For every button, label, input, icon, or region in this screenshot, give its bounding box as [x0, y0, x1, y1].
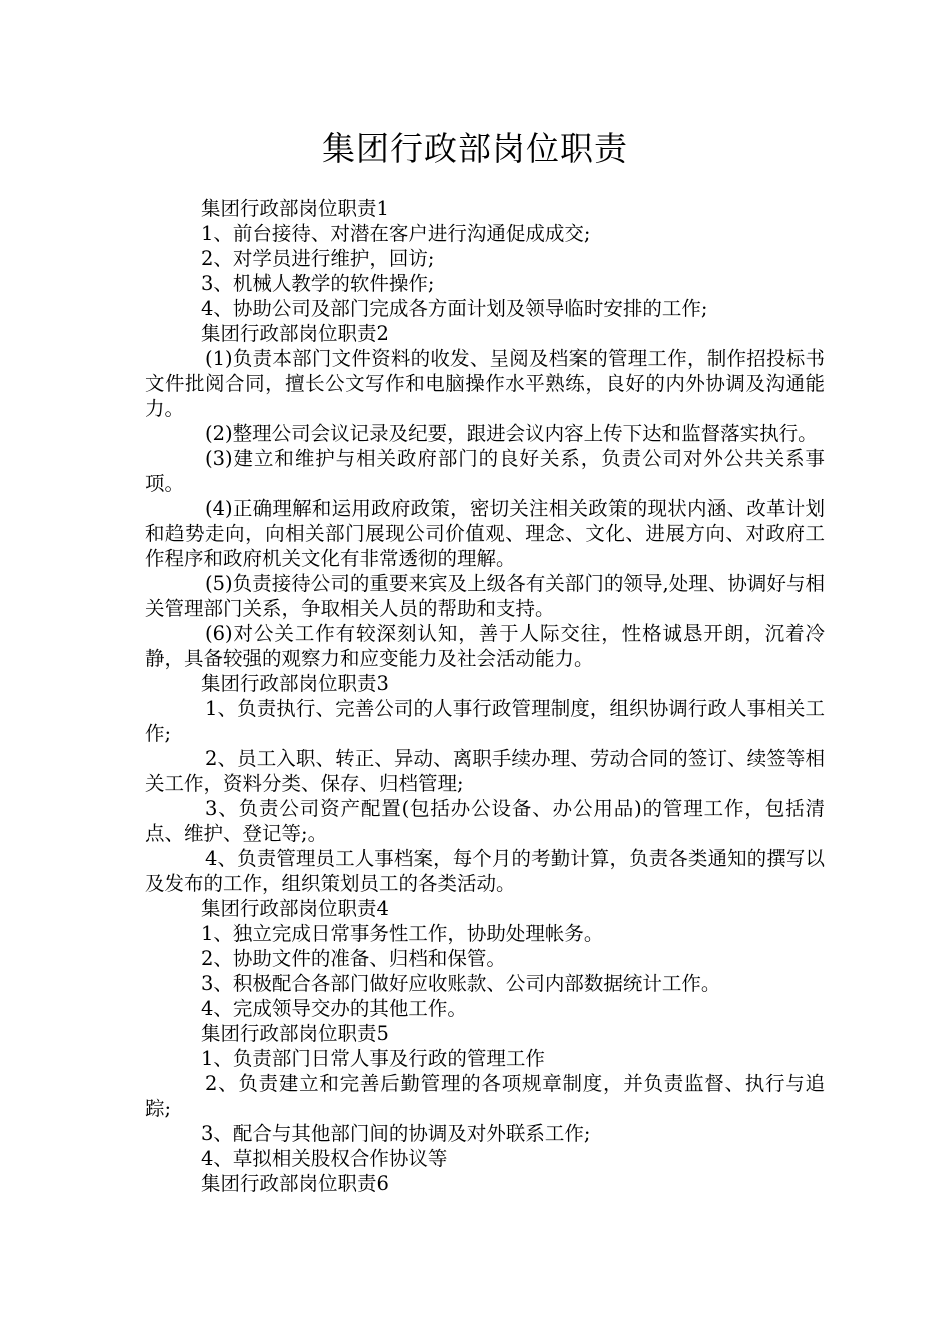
list-item: 2、对学员进行维护，回访;	[201, 247, 435, 270]
section-heading: 集团行政部岗位职责6	[201, 1172, 389, 1195]
list-item: 4、草拟相关股权合作协议等	[201, 1147, 448, 1170]
list-item: 2、负责建立和完善后勤管理的各项规章制度，并负责监督、执行与追踪;	[145, 1072, 825, 1120]
list-item: 2、协助文件的准备、归档和保管。	[201, 947, 506, 970]
list-item: 1、负责执行、完善公司的人事行政管理制度，组织协调行政人事相关工作;	[145, 697, 825, 745]
list-item: 4、负责管理员工人事档案，每个月的考勤计算，负责各类通知的撰写以及发布的工作，组织策划员工的各类活动。	[145, 847, 825, 895]
list-item: 1、独立完成日常事务性工作，协助处理帐务。	[201, 922, 604, 945]
section-heading: 集团行政部岗位职责2	[201, 322, 389, 345]
list-item: 4、协助公司及部门完成各方面计划及领导临时安排的工作;	[201, 297, 708, 320]
list-item: (2)整理公司会议记录及纪要，跟进会议内容上传下达和监督落实执行。	[205, 422, 818, 445]
section-heading: 集团行政部岗位职责3	[201, 672, 389, 695]
list-item: (3)建立和维护与相关政府部门的良好关系，负责公司对外公共关系事项。	[145, 447, 825, 495]
list-item: 2、员工入职、转正、异动、离职手续办理、劳动合同的签订、续签等相关工作，资料分类、保存、归档管理;	[145, 747, 825, 795]
list-item: 1、前台接待、对潜在客户进行沟通促成成交;	[201, 222, 591, 245]
list-item: 4、完成领导交办的其他工作。	[201, 997, 467, 1020]
document-title: 集团行政部岗位职责	[322, 129, 628, 168]
section-heading: 集团行政部岗位职责5	[201, 1022, 389, 1045]
list-item: (6)对公关工作有较深刻认知，善于人际交往，性格诚恳开朗，沉着冷静，具备较强的观察力和应变能力及社会活动能力。	[145, 622, 825, 670]
list-item: 3、配合与其他部门间的协调及对外联系工作;	[201, 1122, 591, 1145]
list-item: (1)负责本部门文件资料的收发、呈阅及档案的管理工作，制作招投标书文件批阅合同，擅长公文写作和电脑操作水平熟练，良好的内外协调及沟通能力。	[145, 347, 825, 420]
section-heading: 集团行政部岗位职责1	[201, 197, 389, 220]
section-heading: 集团行政部岗位职责4	[201, 897, 389, 920]
list-item: (5)负责接待公司的重要来宾及上级各有关部门的领导,处理、协调好与相关管理部门关系，争取相关人员的帮助和支持。	[145, 572, 825, 620]
document-body	[145, 196, 825, 1196]
list-item: 3、积极配合各部门做好应收账款、公司内部数据统计工作。	[201, 972, 721, 995]
list-item: 1、负责部门日常人事及行政的管理工作	[201, 1047, 545, 1070]
list-item: 3、负责公司资产配置(包括办公设备、办公用品)的管理工作，包括清点、维护、登记等;。	[145, 797, 825, 845]
list-item: 3、机械人教学的软件操作;	[201, 272, 435, 295]
list-item: (4)正确理解和运用政府政策，密切关注相关政策的现状内涵、改革计划和趋势走向，向相关部门展现公司价值观、理念、文化、进展方向、对政府工作程序和政府机关文化有非常透彻的理解。	[145, 497, 825, 570]
